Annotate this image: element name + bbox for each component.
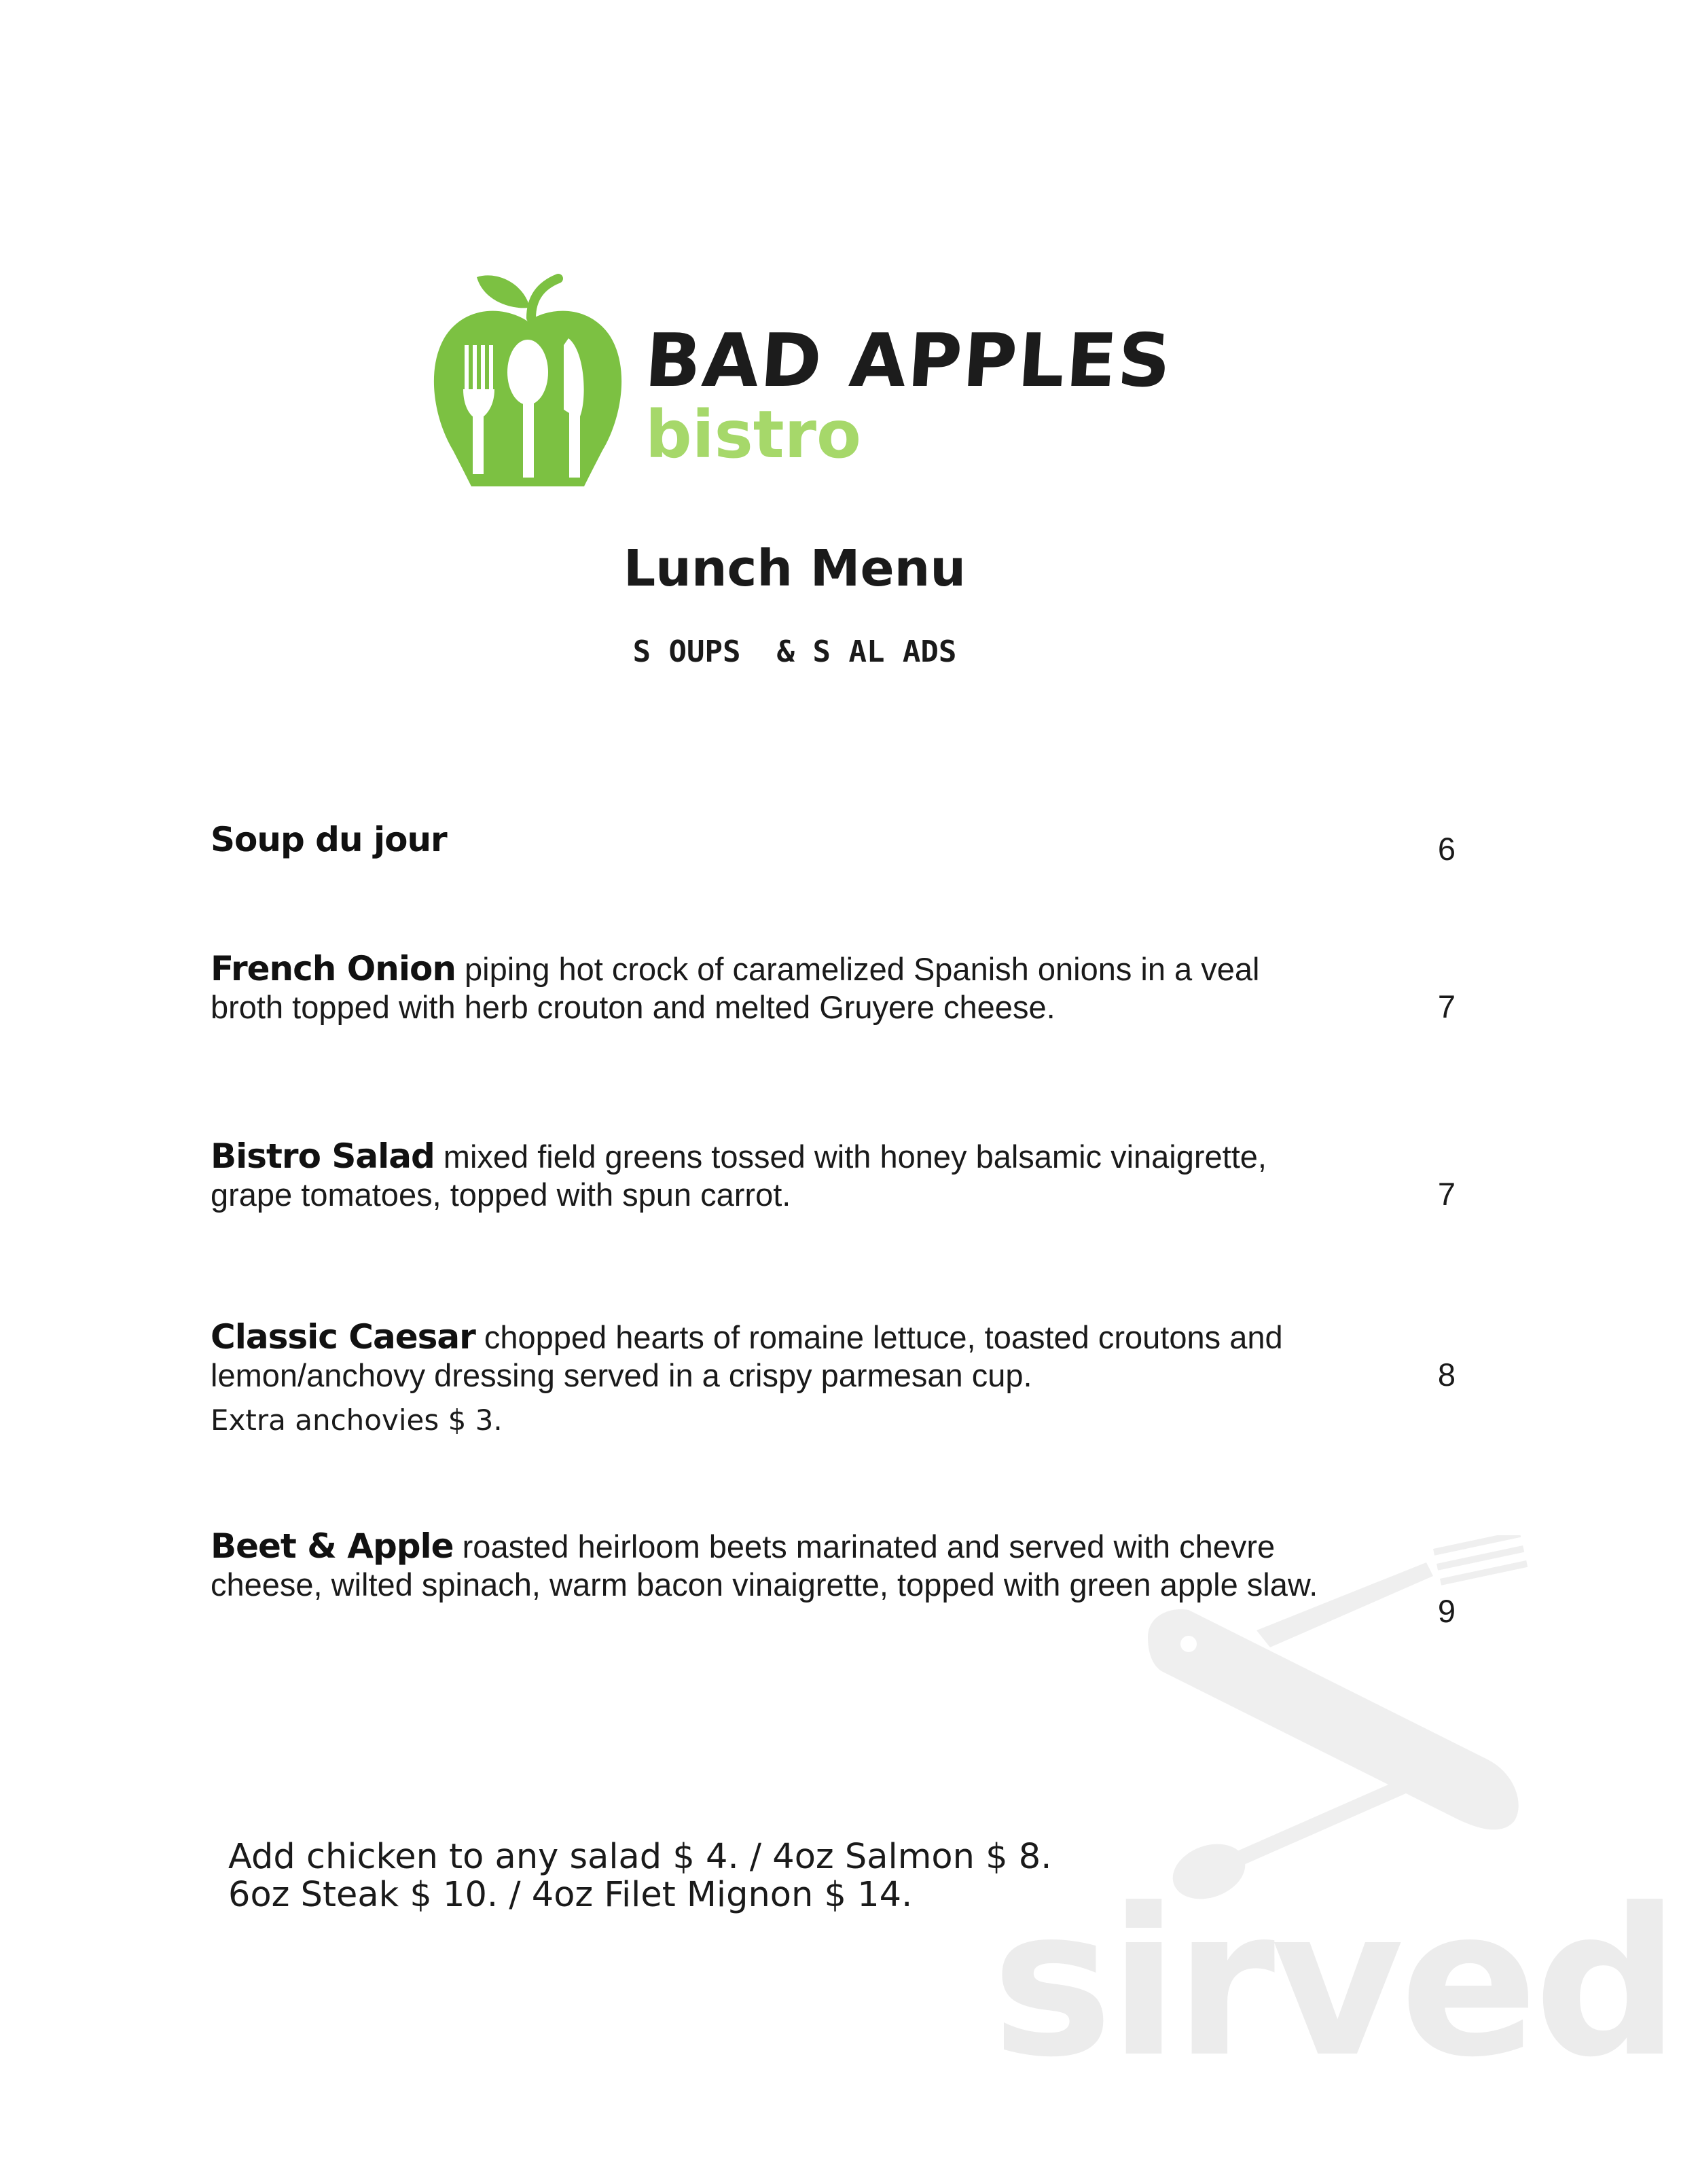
menu-item-name: French Onion	[211, 949, 456, 988]
addon-line: 6oz Steak $ 10. / 4oz Filet Mignon $ 14.	[228, 1875, 913, 1915]
watermark-text: sirved	[992, 1865, 1676, 2102]
menu-item-description: mixed field greens tossed with honey balsamic vinaigrette, grape tomatoes, topped with spun carrot.	[211, 1139, 1267, 1213]
menu-item-name: Beet & Apple	[211, 1526, 454, 1566]
menu-item-extra: Extra anchovies $ 3.	[211, 1403, 503, 1437]
menu-item-description: roasted heirloom beets marinated and served with chevre cheese, wilted spinach, warm bacon vinaigrette, topped with green apple slaw.	[211, 1528, 1318, 1603]
apple-utensils-icon	[429, 270, 626, 488]
brand-name: BAD APPLES	[642, 319, 1175, 404]
addon-line: Add chicken to any salad $ 4. / 4oz Salmon $ 8.	[228, 1837, 1052, 1877]
menu-item-price: 9	[1437, 1593, 1456, 1629]
fork-knife-spoon-icon	[1134, 1535, 1555, 1916]
menu-item-name: Bistro Salad	[211, 1136, 435, 1176]
brand-subtitle: bistro	[645, 397, 861, 473]
menu-item	[211, 1137, 1324, 1214]
menu-item-price: 7	[1437, 988, 1456, 1024]
menu-item	[211, 950, 1324, 1026]
menu-item-description: chopped hearts of romaine lettuce, toasted croutons and lemon/anchovy dressing served in a crispy parmesan cup.	[211, 1319, 1283, 1393]
menu-item-name: Soup du jour	[211, 820, 447, 859]
menu-item	[211, 821, 1324, 859]
menu-item-price: 8	[1437, 1357, 1456, 1393]
menu-item-price: 7	[1437, 1176, 1456, 1212]
menu-title: Lunch Menu	[623, 539, 967, 598]
menu-item-name: Classic Caesar	[211, 1317, 475, 1357]
menu-item-description: piping hot crock of caramelized Spanish onions in a veal broth topped with herb crouton and melted Gruyere cheese.	[211, 951, 1260, 1025]
section-heading: S OUPS & S AL ADS	[632, 634, 957, 669]
menu-item-price: 6	[1437, 831, 1456, 867]
menu-item	[211, 1318, 1324, 1439]
